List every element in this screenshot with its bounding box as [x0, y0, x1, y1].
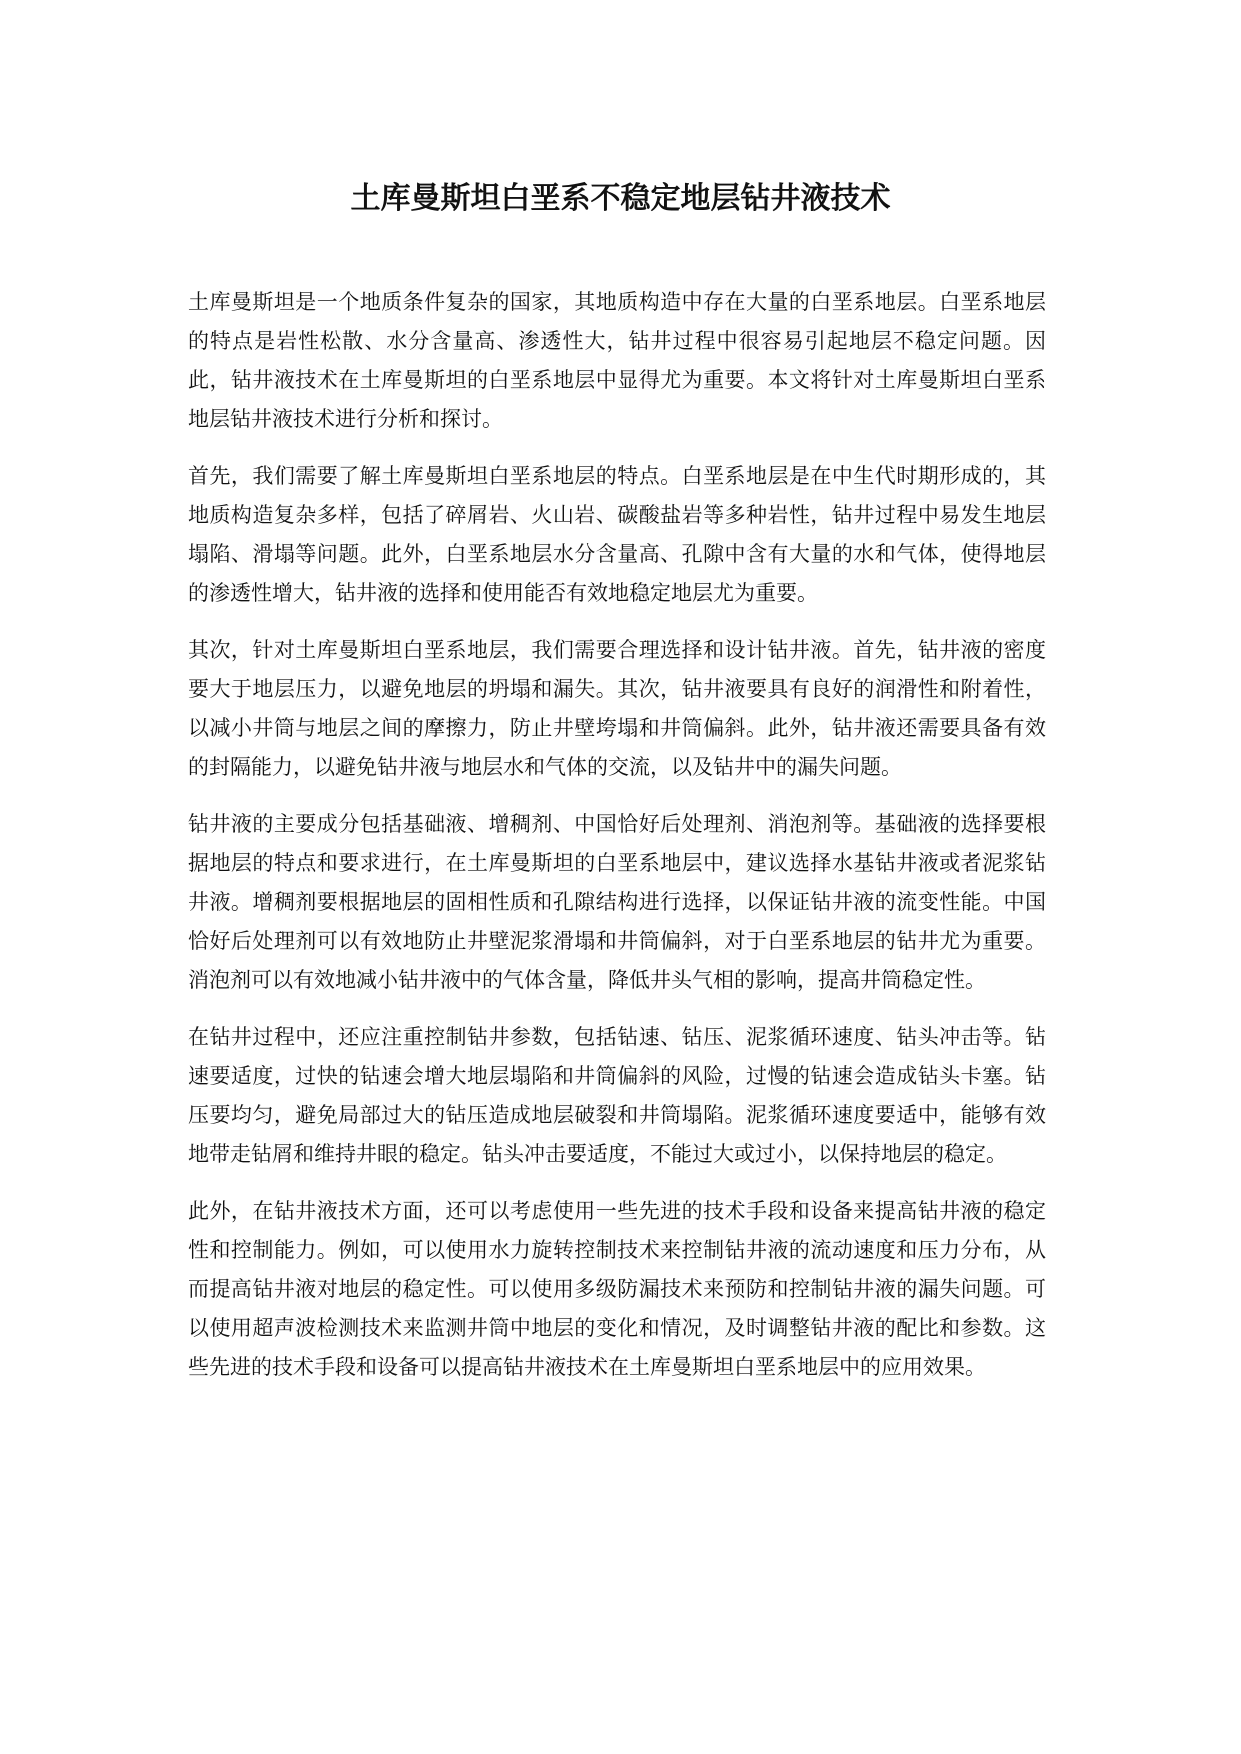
document-title: 土库曼斯坦白垩系不稳定地层钻井液技术 — [350, 181, 891, 216]
paragraph-5: 在钻井过程中，还应注重控制钻井参数，包括钻速、钻压、泥浆循环速度、钻头冲击等。钻速要适度，过快的钻速会增大地层塌陷和井筒偏斜的风险，过慢的钻速会造成钻头卡塞。钻压要均匀，避免局部过大的钻压造成地层破裂和井筒塌陷。泥浆循环速度要适中，能够有效地带走钻屑和维持井眼的稳定。钻头冲击要适度，不能过大或过小，以保持地层的稳定。 — [188, 1025, 1046, 1166]
paragraph-1: 土库曼斯坦是一个地质条件复杂的国家，其地质构造中存在大量的白垩系地层。白垩系地层的特点是岩性松散、水分含量高、渗透性大，钻井过程中很容易引起地层不稳定问题。因此，钻井液技术在土库曼斯坦的白垩系地层中显得尤为重要。本文将针对土库曼斯坦白垩系地层钻井液技术进行分析和探讨。 — [188, 290, 1046, 431]
document-body — [188, 283, 1046, 1405]
paragraph-6: 此外，在钻井液技术方面，还可以考虑使用一些先进的技术手段和设备来提高钻井液的稳定性和控制能力。例如，可以使用水力旋转控制技术来控制钻井液的流动速度和压力分布，从而提高钻井液对地层的稳定性。可以使用多级防漏技术来预防和控制钻井液的漏失问题。可以使用超声波检测技术来监测井筒中地层的变化和情况，及时调整钻井液的配比和参数。这些先进的技术手段和设备可以提高钻井液技术在土库曼斯坦白垩系地层中的应用效果。 — [188, 1199, 1046, 1379]
paragraph-3: 其次，针对土库曼斯坦白垩系地层，我们需要合理选择和设计钻井液。首先，钻井液的密度要大于地层压力，以避免地层的坍塌和漏失。其次，钻井液要具有良好的润滑性和附着性，以减小井筒与地层之间的摩擦力，防止井壁垮塌和井筒偏斜。此外，钻井液还需要具备有效的封隔能力，以避免钻井液与地层水和气体的交流，以及钻井中的漏失问题。 — [188, 638, 1046, 779]
paragraph-2: 首先，我们需要了解土库曼斯坦白垩系地层的特点。白垩系地层是在中生代时期形成的，其地质构造复杂多样，包括了碎屑岩、火山岩、碳酸盐岩等多种岩性，钻井过程中易发生地层塌陷、滑塌等问题。此外，白垩系地层水分含量高、孔隙中含有大量的水和气体，使得地层的渗透性增大，钻井液的选择和使用能否有效地稳定地层尤为重要。 — [188, 464, 1046, 605]
paragraph-4: 钻井液的主要成分包括基础液、增稠剂、中国恰好后处理剂、消泡剂等。基础液的选择要根据地层的特点和要求进行，在土库曼斯坦的白垩系地层中，建议选择水基钻井液或者泥浆钻井液。增稠剂要根据地层的固相性质和孔隙结构进行选择，以保证钻井液的流变性能。中国恰好后处理剂可以有效地防止井壁泥浆滑塌和井筒偏斜，对于白垩系地层的钻井尤为重要。消泡剂可以有效地减小钻井液中的气体含量，降低井头气相的影响，提高井筒稳定性。 — [188, 812, 1046, 992]
